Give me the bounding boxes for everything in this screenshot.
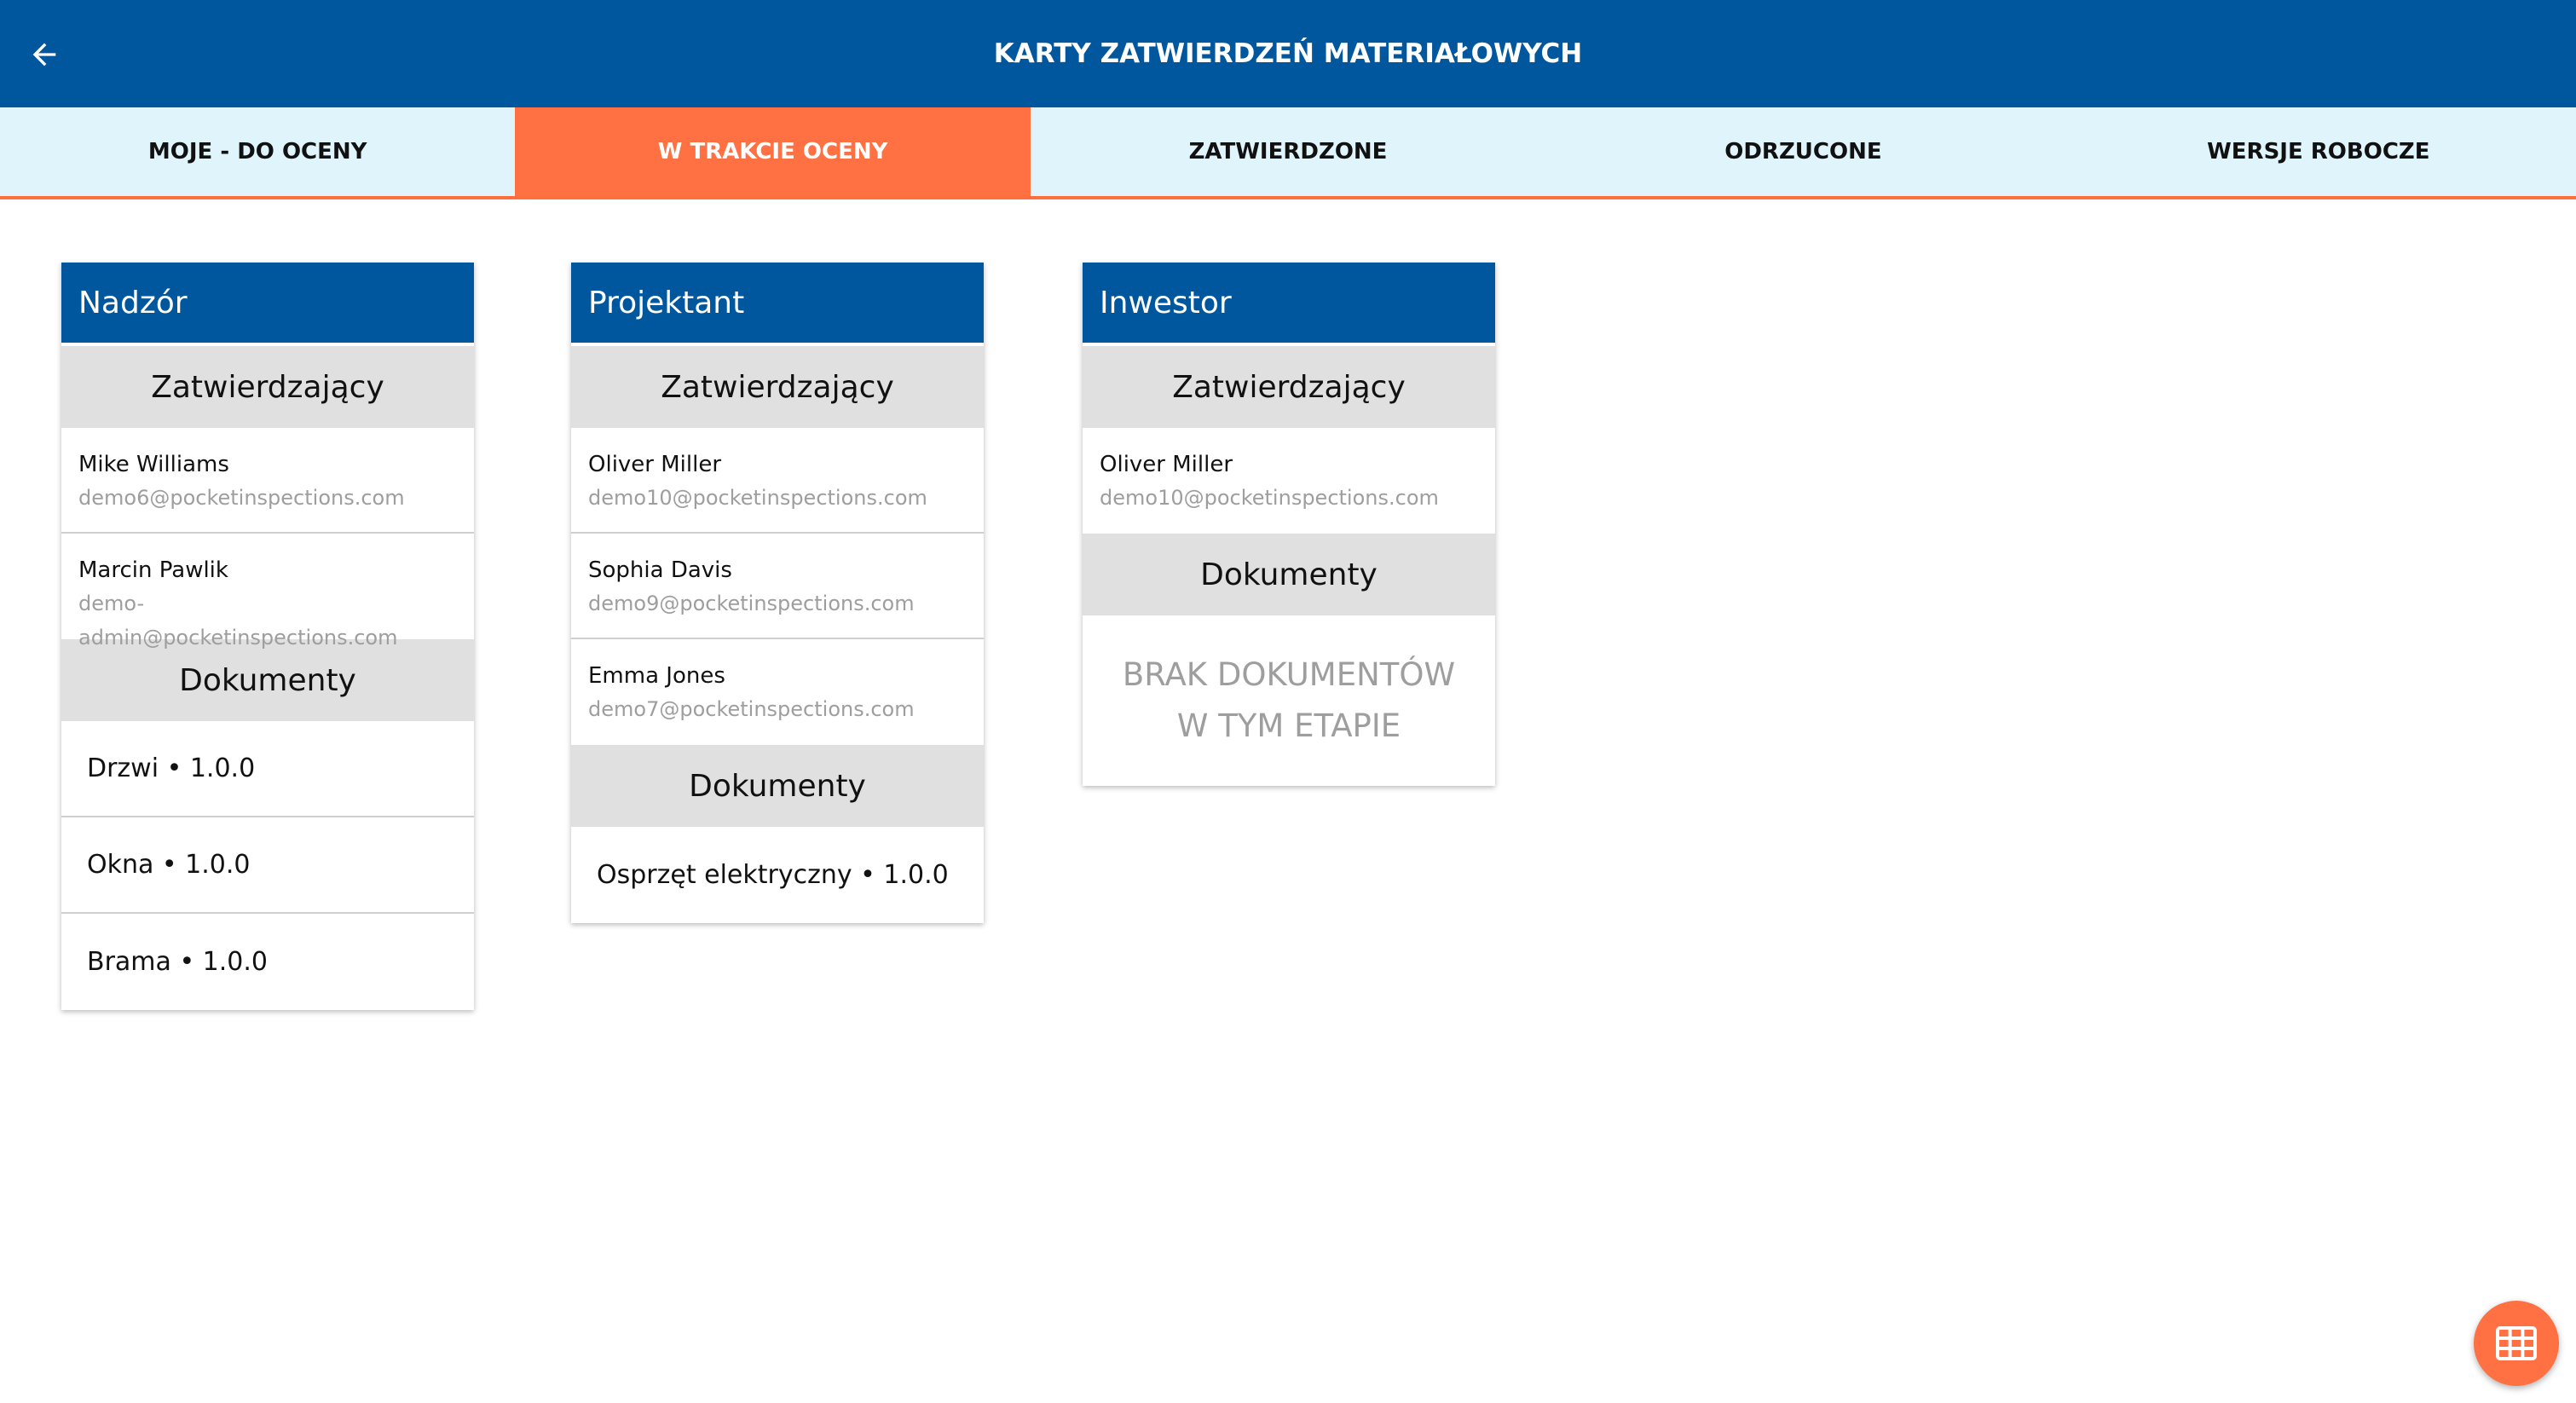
approvers-list [1083, 428, 1495, 534]
tab-zatwierdzone[interactable]: ZATWIERDZONE [1188, 139, 1388, 165]
documents-header: Dokumenty [571, 745, 984, 827]
approver-email: demo10@pocketinspections.com [1100, 486, 1439, 510]
approver-name: Sophia Davis [588, 557, 732, 583]
app-header [0, 0, 2576, 107]
approvers-list [61, 428, 474, 650]
approvers-list [571, 428, 984, 745]
document-item[interactable]: Okna • 1.0.0 [61, 817, 474, 914]
approvers-header: Zatwierdzający [1083, 346, 1495, 428]
approver-email: demo-admin@pocketinspections.com [78, 592, 398, 650]
approver-item [61, 428, 474, 534]
approver-email: demo7@pocketinspections.com [588, 697, 915, 721]
tab-odrzucone[interactable]: ODRZUCONE [1724, 139, 1882, 165]
documents-header: Dokumenty [1083, 534, 1495, 615]
status-tabs [0, 107, 2576, 199]
documents-list [571, 827, 984, 923]
arrow-left-icon [27, 38, 61, 72]
approvers-header: Zatwierdzający [571, 346, 984, 428]
approver-email: demo9@pocketinspections.com [588, 592, 915, 615]
approver-item [1083, 428, 1495, 534]
stage-card-projektant [571, 263, 984, 923]
tab-moje-do-oceny[interactable]: MOJE - DO OCENY [147, 139, 367, 165]
stage-card-nadzor [61, 263, 474, 1010]
approvers-header: Zatwierdzający [61, 346, 474, 428]
empty-documents-message: BRAK DOKUMENTÓW W TYM ETAPIE [1122, 656, 1456, 744]
document-item[interactable]: Brama • 1.0.0 [87, 947, 269, 977]
approver-name: Marcin Pawlik [78, 557, 228, 583]
documents-list [61, 721, 474, 1010]
approver-item [61, 534, 474, 650]
page-title: KARTY ZATWIERDZEŃ MATERIAŁOWYCH [993, 38, 1583, 69]
approver-name: Oliver Miller [588, 452, 722, 477]
approver-email: demo6@pocketinspections.com [78, 486, 405, 510]
stage-title: Projektant [571, 263, 984, 346]
tab-wersje-robocze[interactable]: WERSJE ROBOCZE [2207, 139, 2430, 165]
document-item[interactable]: Drzwi • 1.0.0 [61, 721, 474, 817]
approver-name: Emma Jones [588, 663, 725, 689]
table-grid-icon [2496, 1326, 2537, 1360]
approver-email: demo10@pocketinspections.com [588, 486, 927, 510]
approver-item [571, 534, 984, 639]
approver-name: Mike Williams [78, 452, 229, 477]
stage-card-inwestor [1083, 263, 1495, 786]
approver-item [571, 639, 984, 745]
back-button[interactable] [22, 32, 66, 77]
documents-header: Dokumenty [61, 639, 474, 721]
stage-title: Inwestor [1083, 263, 1495, 346]
stage-title: Nadzór [61, 263, 474, 346]
document-item[interactable]: Osprzęt elektryczny • 1.0.0 [597, 860, 949, 890]
approver-item [571, 428, 984, 534]
table-view-button[interactable] [2474, 1301, 2559, 1386]
tab-w-trakcie-oceny[interactable]: W TRAKCIE OCENY [515, 107, 1030, 196]
approver-name: Oliver Miller [1100, 452, 1233, 477]
